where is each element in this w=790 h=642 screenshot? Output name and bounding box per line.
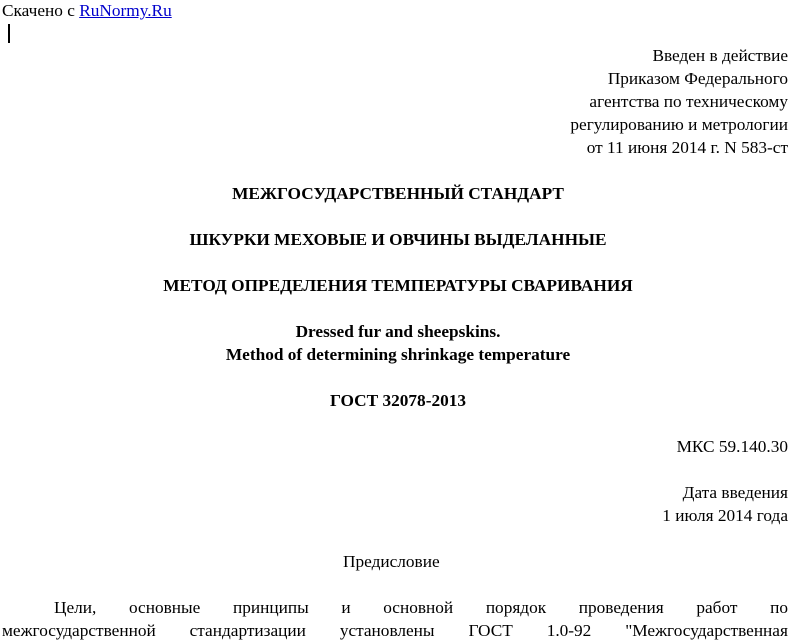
body-word: порядок xyxy=(485,598,547,617)
body-word: 1.0-92 xyxy=(546,621,592,640)
intro-date-label: Дата введения xyxy=(682,483,788,502)
intro-block-line-4: регулированию и метрологии xyxy=(570,115,788,134)
source-prefix: Скачено с xyxy=(2,1,75,20)
standard-type-heading: МЕЖГОСУДАРСТВЕННЫЙ СТАНДАРТ xyxy=(232,184,564,203)
body-word: основные xyxy=(128,598,201,617)
body-word: и xyxy=(341,598,351,617)
intro-block-line-1: Введен в действие xyxy=(652,46,788,65)
body-word: основной xyxy=(383,598,454,617)
preface-title: Предисловие xyxy=(343,552,440,571)
document-title: ШКУРКИ МЕХОВЫЕ И ОВЧИНЫ ВЫДЕЛАННЫЕ xyxy=(189,230,607,249)
body-word: ГОСТ xyxy=(468,621,513,640)
english-title-line-2: Method of determining shrinkage temperature xyxy=(225,345,571,364)
document-subtitle: МЕТОД ОПРЕДЕЛЕНИЯ ТЕМПЕРАТУРЫ СВАРИВАНИЯ xyxy=(163,276,633,295)
text-cursor xyxy=(8,24,10,43)
source-link[interactable]: RuNormy.Ru xyxy=(79,1,172,20)
body-word: межгосударственной xyxy=(2,621,156,640)
intro-date-value: 1 июля 2014 года xyxy=(662,506,788,525)
body-word: принципы xyxy=(232,598,309,617)
body-paragraph-line-2 xyxy=(2,620,788,642)
body-word: установлены xyxy=(339,621,435,640)
english-title-line-1: Dressed fur and sheepskins. xyxy=(295,322,501,341)
body-word: "Межгосударственная xyxy=(625,621,788,640)
body-word: Цели, xyxy=(54,598,97,617)
standard-code: ГОСТ 32078-2013 xyxy=(329,391,467,410)
source-line xyxy=(2,0,172,22)
body-word: работ xyxy=(696,598,738,617)
intro-block-line-5: от 11 июня 2014 г. N 583-ст xyxy=(586,138,788,157)
body-word: по xyxy=(770,598,788,617)
intro-block-line-2: Приказом Федерального xyxy=(607,69,788,88)
body-paragraph-line-1 xyxy=(54,597,788,619)
mks-code: МКС 59.140.30 xyxy=(676,437,788,456)
body-word: стандартизации xyxy=(189,621,306,640)
body-word: проведения xyxy=(578,598,664,617)
intro-block-line-3: агентства по техническому xyxy=(589,92,788,111)
